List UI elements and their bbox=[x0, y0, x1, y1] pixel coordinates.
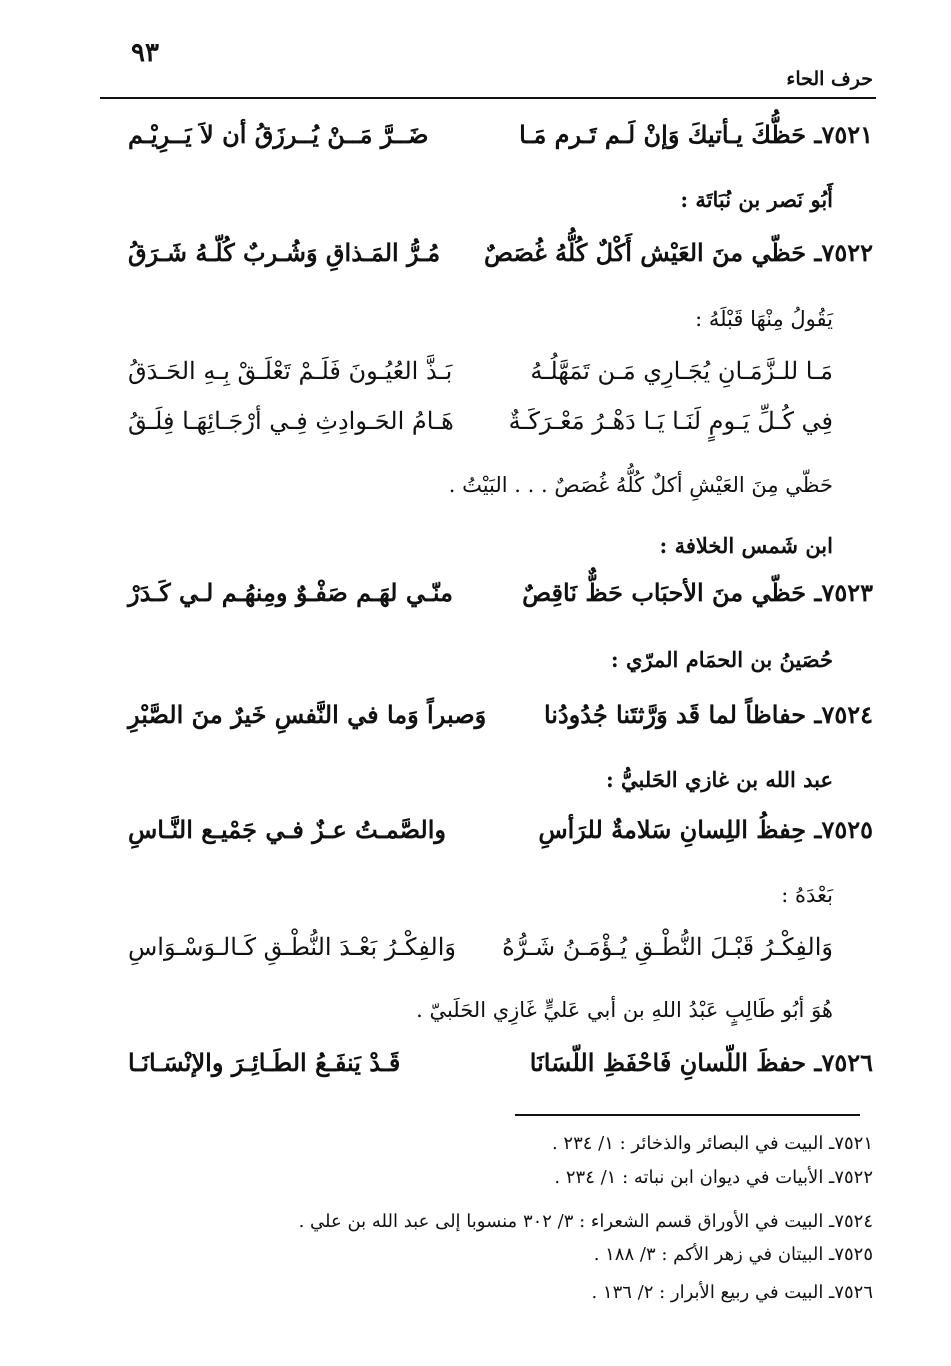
footnote: ٧٥٢٢ـ الأبيات في ديوان ابن نباته : ١/ ٢٣٤ . bbox=[554, 1167, 873, 1188]
verse-7524 bbox=[128, 700, 873, 734]
footnote: ٧٥٢٦ـ البيت في ربيع الأبرار : ٢/ ١٣٦ . bbox=[591, 1282, 873, 1303]
hemistich-text: حَظّي منَ الأحبَاب حَظٌّ نَاقِصٌ bbox=[522, 578, 807, 607]
verse-couplet bbox=[128, 356, 833, 390]
verse-7526 bbox=[128, 1048, 873, 1082]
poet-attribution: أَبُو نَصر بن نُبَاتَة : bbox=[680, 187, 833, 212]
hemistich-text: حَظُّكَ يـأتيكَ وَإنْ لَـم تَـرم مَـا bbox=[519, 120, 807, 149]
hemistich-text: حِفظُ اللِسانِ سَلامةٌ للرَأسِ bbox=[538, 815, 807, 844]
verse-7521 bbox=[128, 120, 873, 154]
verse-second-hemistich: وَصبراً وَما في النَّفسِ خَيرٌ منَ الصَّبْرِ bbox=[128, 700, 487, 729]
footnote: ٧٥٢٥ـ البيتان في زهر الأكم : ٣/ ١٨٨ . bbox=[593, 1244, 873, 1265]
verse-first-hemistich bbox=[519, 120, 873, 150]
page-number: ٩٣ bbox=[131, 38, 159, 68]
verse-first-hemistich bbox=[544, 700, 873, 730]
verse-7525 bbox=[128, 815, 873, 849]
verse-second-hemistich: قَـدْ يَنفَـعُ الطَـائِـرَ والإنْسَـانَـا bbox=[128, 1048, 401, 1077]
entry-number: ٧٥٢٤ـ bbox=[814, 700, 873, 729]
footnote-rule bbox=[515, 1114, 860, 1116]
entry-number: ٧٥٢٣ـ bbox=[814, 578, 873, 607]
verse-second-hemistich: منّـي لهَـم صَفْـوٌ ومِنهُـم لـي كَـدَرْ bbox=[128, 578, 453, 607]
header-rule bbox=[100, 97, 876, 99]
poet-attribution: ابن شَمس الخلافة : bbox=[659, 533, 833, 558]
verse-first-hemistich bbox=[530, 1048, 873, 1078]
verse-first-hemistich bbox=[538, 815, 873, 845]
verse-first-hemistich: فِي كُـلِّ يَـومٍ لَنَـا يَـا دَهْـرُ مَعْـرَكَـةٌ bbox=[508, 407, 833, 435]
entry-number: ٧٥٢٦ـ bbox=[814, 1048, 873, 1077]
verse-first-hemistich: مَـا للـزَّمَـانِ يُجَـارِي مَـن تَمَهَّلُـهُ bbox=[530, 357, 833, 385]
running-head: حرف الحاء bbox=[786, 68, 873, 90]
verse-first-hemistich: وَالفِكْـرُ قَبْـلَ النُّطْـقِ يُـؤْمَـنُ شَـرُّهُ bbox=[502, 933, 833, 961]
prose-note: هُوَ أبُو طَالِبٍ عَبْدُ اللهِ بن أبي عَليٍّ غَازِي الحَلَبيّ . bbox=[416, 998, 833, 1022]
verse-7523 bbox=[128, 578, 873, 612]
hemistich-text: حفاظاً لما قَد وَرَّثتَنا جُدُودُنا bbox=[543, 700, 807, 729]
verse-first-hemistich bbox=[522, 578, 873, 608]
verse-second-hemistich: مُـرُّ المَـذاقِ وَشُـربٌ كُلّـهُ شَـرَقُ bbox=[128, 238, 441, 267]
entry-number: ٧٥٢١ـ bbox=[814, 120, 873, 149]
footnote: ٧٥٢١ـ البيت في البصائر والذخائر : ١/ ٢٣٤ . bbox=[551, 1133, 873, 1154]
verse-first-hemistich bbox=[484, 238, 873, 268]
verse-second-hemistich: بَـذَّ العُيُـونَ فَلَـمْ تَعْلَـقْ بِـهِ الحَـدَقُ bbox=[128, 357, 453, 385]
prose-note: حَظّي مِنَ العَيْشِ أكلٌ كُلُّهُ غُصَصٌ . . . البَيْتُ . bbox=[448, 473, 833, 497]
verse-second-hemistich: وَالفِكْـرُ بَعْـدَ النُّطْـقِ كَـالـوَسْـوَاسِ bbox=[128, 933, 456, 961]
verse-7522 bbox=[128, 238, 873, 272]
footnote: ٧٥٢٤ـ البيت في الأوراق قسم الشعراء : ٣/ ٣٠٢ منسوبا إلى عبد الله بن علي . bbox=[298, 1211, 873, 1232]
poet-attribution: عبد الله بن غازي الحَلبيُّ : bbox=[605, 767, 833, 792]
verse-second-hemistich: ضَــرَّ مَــنْ يُــرزَقُ أن لاَ يَــرِيْـم bbox=[128, 120, 429, 149]
hemistich-text: حَظّي منَ العَيْش أَكْلٌ كُلُّهُ غُصَصٌ bbox=[483, 238, 807, 267]
verse-couplet bbox=[128, 932, 833, 966]
verse-couplet bbox=[128, 406, 833, 440]
verse-second-hemistich: هَـامُ الحَـوادِثِ فِـي أرْجَـائِهَـا فِلَـقُ bbox=[128, 407, 454, 435]
entry-number: ٧٥٢٢ـ bbox=[814, 238, 873, 267]
transition-note: يَقُولُ مِنْهَا قَبْلَهُ : bbox=[695, 307, 833, 331]
entry-number: ٧٥٢٥ـ bbox=[814, 815, 873, 844]
transition-note: بَعْدَهُ : bbox=[781, 883, 833, 907]
hemistich-text: حفظَ اللّسانِ فَاحْفَظِ اللّسَانَا bbox=[529, 1048, 807, 1077]
poet-attribution: حُصَينُ بن الحمَام المرّي : bbox=[610, 647, 833, 672]
verse-second-hemistich: والصَّمـتُ عـزٌ فـي جَمْيـع النَّـاسِ bbox=[128, 815, 446, 844]
